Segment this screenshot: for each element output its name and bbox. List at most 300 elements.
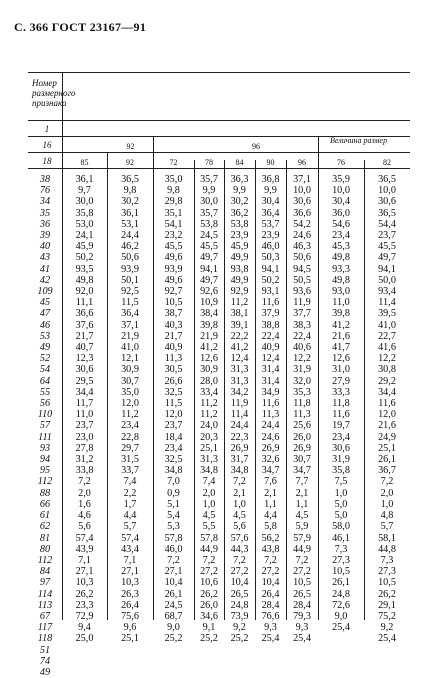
value-column — [62, 174, 107, 645]
table-cell: 34,8 — [164, 465, 183, 477]
table-cell: 10,4 — [230, 577, 249, 589]
table-cell: 7,2 — [233, 554, 246, 566]
table-cell: 35,1 — [164, 207, 183, 219]
row-label: 38 — [39, 174, 51, 185]
table-cell: 12,0 — [121, 398, 139, 410]
table-cell: 1,1 — [295, 498, 309, 510]
table-cell: 50,6 — [121, 252, 139, 264]
dimension-table — [28, 72, 410, 678]
table-cell: 93,9 — [121, 263, 139, 275]
table-cell: 26,4 — [261, 588, 280, 600]
row-label-column — [28, 174, 62, 678]
table-cell: 21,9 — [200, 330, 218, 342]
table-cell: 49,6 — [164, 274, 183, 286]
table-cell: 46,0 — [261, 241, 280, 253]
table-cell: 9,0 — [167, 622, 180, 634]
table-cell: 34,4 — [378, 386, 396, 398]
table-cell: 39,8 — [332, 308, 350, 320]
table-cell: 22,2 — [230, 330, 249, 342]
column-head: 82 — [383, 158, 391, 167]
column-head: 84 — [235, 158, 244, 167]
table-cell: 36,0 — [332, 207, 350, 219]
table-cell: 41,7 — [332, 342, 350, 354]
table-cell: 5,0 — [334, 510, 348, 522]
table-cell: 75,6 — [121, 610, 139, 622]
row-label: 34 — [39, 196, 51, 208]
row-label: 46 — [39, 319, 51, 331]
table-cell: 30,6 — [75, 364, 94, 376]
row-label: 95 — [39, 465, 51, 477]
table-cell: 5,6 — [78, 521, 91, 533]
table-cell: 38,7 — [164, 308, 183, 320]
table-cell: 40,9 — [164, 342, 183, 354]
table-cell: 58,0 — [332, 521, 350, 533]
table-cell: 36,3 — [230, 174, 249, 185]
table-cell: 33,8 — [75, 465, 94, 477]
table-cell: 57,6 — [230, 532, 249, 544]
table-cell: 24,6 — [293, 230, 311, 242]
table-cell: 29,5 — [75, 375, 94, 387]
table-cell: 29,7 — [121, 442, 139, 454]
column-head: 85 — [80, 158, 89, 167]
row-label: 88 — [39, 487, 51, 499]
table-cell: 7,2 — [264, 554, 277, 566]
table-cell: 32,0 — [293, 375, 311, 387]
table-cell: 23,4 — [164, 442, 183, 454]
table-cell: 10,4 — [261, 577, 280, 589]
table-cell: 94,5 — [293, 263, 311, 275]
table-cell: 7,1 — [123, 554, 137, 566]
table-cell: 32,6 — [261, 454, 280, 466]
value-column — [153, 174, 194, 645]
table-cell: 40,9 — [261, 342, 280, 354]
table-cell: 10,0 — [378, 185, 396, 197]
table-cell: 11,0 — [75, 409, 94, 421]
table-cell: 9,9 — [233, 185, 246, 197]
table-cell: 1,0 — [380, 498, 394, 510]
table-cell: 38,1 — [230, 308, 249, 320]
table-cell: 11,7 — [75, 398, 94, 410]
table-cell: 34,8 — [200, 465, 218, 477]
table-cell: 11,1 — [75, 297, 94, 309]
row-label: 74 — [39, 655, 51, 667]
table-cell: 37,1 — [293, 174, 311, 185]
column-head: 76 — [337, 158, 345, 167]
table-cell: 54,6 — [332, 218, 350, 230]
table-cell: 12,4 — [230, 353, 249, 365]
table-cell: 26,0 — [200, 599, 218, 611]
table-cell: 25,1 — [378, 442, 396, 454]
table-cell: 23,9 — [230, 230, 249, 242]
table-cell: 11,2 — [230, 297, 249, 309]
table-cell: 7,3 — [380, 554, 394, 566]
table-cell: 57,4 — [121, 532, 139, 544]
table-cell: 7,5 — [334, 476, 348, 488]
table-cell: 34,8 — [230, 465, 249, 477]
table-cell: 11,9 — [293, 297, 311, 309]
table-cell: 26,5 — [293, 588, 311, 600]
table-cell: 4,4 — [123, 510, 137, 522]
table-cell: 27,1 — [121, 566, 139, 578]
table-cell: 31,3 — [230, 364, 249, 376]
table-cell: 27,1 — [75, 566, 94, 578]
table-cell: 44,9 — [200, 543, 218, 555]
table-cell: 10,3 — [75, 577, 94, 589]
table-cell: 24,4 — [230, 420, 249, 432]
table-cell: 36,5 — [121, 174, 139, 185]
table-cell: 4,5 — [233, 510, 246, 522]
table-cell: 11,4 — [378, 297, 396, 309]
table-cell: 18,4 — [164, 431, 183, 443]
table-cell: 58,1 — [378, 532, 396, 544]
table-cell: 36,6 — [293, 207, 311, 219]
table-cell: 11,6 — [261, 297, 280, 309]
table-cell: 49,8 — [332, 274, 350, 286]
table-cell: 93,8 — [230, 263, 249, 275]
table-cell: 44,3 — [230, 543, 249, 555]
table-cell: 11,4 — [230, 409, 249, 421]
table-cell: 11,8 — [293, 398, 311, 410]
table-cell: 30,4 — [261, 196, 280, 208]
table-cell: 11,0 — [332, 297, 350, 309]
table-cell: 24,5 — [200, 230, 218, 242]
table-cell: 26,3 — [121, 588, 139, 600]
table-cell: 34,2 — [230, 386, 249, 398]
table-cell: 33,7 — [121, 465, 139, 477]
table-cell: 29,8 — [164, 196, 183, 208]
table-cell: 43,8 — [261, 543, 280, 555]
table-cell: 25,6 — [293, 420, 311, 432]
table-cell: 93,3 — [332, 263, 350, 275]
table-cell: 68,7 — [164, 610, 183, 622]
table-cell: 26,4 — [121, 599, 139, 611]
table-cell: 50,5 — [293, 274, 311, 286]
table-cell: 72,6 — [332, 599, 350, 611]
table-cell: 36,8 — [261, 174, 280, 185]
table-cell: 76,6 — [261, 610, 280, 622]
table-cell: 9,3 — [264, 622, 277, 634]
table-cell: 57,8 — [164, 532, 183, 544]
table-cell: 10,6 — [200, 577, 218, 589]
table-cell: 50,1 — [121, 274, 139, 286]
table-cell: 41,2 — [332, 319, 350, 331]
table-cell: 32,5 — [164, 386, 183, 398]
table-cell: 49,7 — [200, 274, 218, 286]
row-label: 111 — [38, 431, 52, 443]
table-cell: 27,2 — [230, 566, 249, 578]
table-cell: 31,0 — [332, 364, 350, 376]
row-label: 109 — [37, 286, 53, 298]
table-cell: 30,6 — [332, 442, 350, 454]
row-label: 97 — [39, 577, 51, 589]
table-cell: 25,2 — [200, 633, 218, 645]
value-column — [107, 174, 153, 645]
table-cell: 43,4 — [121, 543, 139, 555]
table-cell: 44,9 — [293, 543, 311, 555]
table-cell: 7,1 — [78, 554, 91, 566]
table-cell: 19,7 — [332, 420, 350, 432]
table-cell: 75,2 — [378, 610, 396, 622]
row-label: 49 — [39, 666, 51, 678]
table-cell: 21,6 — [378, 420, 396, 432]
table-cell: 12,2 — [293, 353, 311, 365]
table-cell: 23,3 — [75, 599, 94, 611]
table-cell: 45,9 — [230, 241, 249, 253]
table-cell: 12,4 — [261, 353, 280, 365]
table-cell: 38,3 — [293, 319, 311, 331]
table-cell: 5,6 — [233, 521, 246, 533]
table-cell: 50,2 — [75, 252, 94, 264]
table-cell: 1,6 — [78, 498, 91, 510]
row-label: 112 — [37, 554, 53, 566]
table-cell: 34,7 — [261, 465, 280, 477]
table-cell: 39,8 — [200, 319, 218, 331]
table-cell: 45,3 — [332, 241, 350, 253]
table-cell: 21,7 — [164, 330, 183, 342]
table-cell: 35,0 — [121, 386, 139, 398]
row-label: 42 — [39, 274, 51, 286]
table-cell: 7,7 — [295, 476, 309, 488]
column-head: 96 — [298, 158, 306, 167]
table-cell: 10,5 — [164, 297, 183, 309]
table-cell: 53,8 — [200, 218, 218, 230]
table-cell: 7,2 — [78, 476, 91, 488]
table-cell: 25,4 — [261, 633, 280, 645]
row-label: 43 — [39, 252, 51, 264]
row-label: 94 — [39, 454, 51, 466]
table-cell: 9,9 — [202, 185, 216, 197]
table-cell: 93,5 — [75, 263, 94, 275]
row-label: 49 — [39, 342, 51, 354]
table-cell: 22,7 — [378, 330, 396, 342]
table-cell: 1,0 — [202, 498, 216, 510]
table-cell: 50,0 — [378, 274, 396, 286]
table-cell: 12,0 — [378, 409, 396, 421]
table-cell: 5,7 — [123, 521, 137, 533]
table-cell: 34,7 — [293, 465, 311, 477]
value-column — [194, 174, 224, 645]
table-cell: 41,0 — [378, 319, 396, 331]
table-cell: 92,5 — [121, 286, 139, 298]
table-cell: 39,5 — [378, 308, 396, 320]
table-cell: 9,3 — [295, 622, 309, 634]
table-cell: 30,5 — [164, 364, 183, 376]
table-cell: 11,2 — [121, 409, 139, 421]
value-column — [286, 174, 318, 645]
table-cell: 1,0 — [334, 487, 348, 499]
row-label: 112 — [37, 476, 53, 488]
table-cell: 11,8 — [332, 398, 350, 410]
table-cell: 26,2 — [378, 588, 396, 600]
table-cell: 10,9 — [200, 297, 218, 309]
row-18-rule — [28, 168, 410, 169]
column-head: 92 — [126, 158, 134, 167]
value-column — [364, 174, 410, 645]
table-cell: 93,1 — [261, 286, 280, 298]
column-head: 72 — [169, 158, 178, 167]
group-value: 92 — [126, 142, 135, 151]
table-cell: 21,6 — [332, 330, 350, 342]
table-cell: 30,9 — [121, 364, 139, 376]
table-cell: 1,0 — [233, 498, 246, 510]
table-cell: 23,4 — [121, 420, 139, 432]
table-cell: 11,3 — [164, 353, 183, 365]
table-top-rule — [28, 72, 410, 73]
table-cell: 32,5 — [164, 454, 183, 466]
table-cell: 1,1 — [264, 498, 277, 510]
table-cell: 26,9 — [293, 442, 311, 454]
index-row-label: 18 — [42, 156, 52, 166]
table-cell: 9,2 — [233, 622, 246, 634]
table-cell: 29,2 — [378, 375, 396, 387]
table-cell: 36,7 — [378, 465, 396, 477]
table-cell: 28,0 — [200, 375, 218, 387]
table-cell: 46,0 — [164, 543, 183, 555]
table-cell: 23,7 — [378, 230, 396, 242]
table-cell: 23,7 — [164, 420, 183, 432]
table-cell: 12,6 — [332, 353, 350, 365]
page-header: С. 366 ГОСТ 23167—91 — [14, 20, 147, 34]
table-cell: 23,4 — [332, 230, 350, 242]
row-label: 118 — [37, 633, 53, 645]
table-cell: 57,4 — [75, 532, 94, 544]
table-cell: 23,4 — [332, 431, 350, 443]
table-cell: 30,7 — [121, 375, 139, 387]
table-cell: 22,4 — [261, 330, 280, 342]
table-cell: 35,9 — [332, 174, 350, 185]
row-label: 114 — [37, 588, 53, 600]
table-cell: 4,5 — [202, 510, 216, 522]
table-cell: 26,9 — [230, 442, 249, 454]
table-cell: 35,7 — [200, 207, 218, 219]
table-cell: 7,3 — [334, 543, 348, 555]
value-column — [255, 174, 286, 645]
table-cell: 4,5 — [295, 510, 309, 522]
table-cell: 33,4 — [200, 386, 218, 398]
table-cell: 31,5 — [121, 454, 139, 466]
table-cell: 31,3 — [230, 375, 249, 387]
table-cell: 9,0 — [334, 610, 348, 622]
table-cell: 27,9 — [332, 375, 350, 387]
left-header — [32, 78, 76, 108]
row-label: 41 — [39, 263, 51, 275]
table-cell: 24,8 — [332, 588, 350, 600]
table-cell: 54,2 — [293, 218, 311, 230]
row-label: 62 — [39, 521, 51, 533]
row-label: 45 — [39, 297, 51, 309]
row-label: 47 — [39, 308, 51, 320]
table-cell: 26,1 — [378, 454, 396, 466]
table-cell: 25,4 — [378, 633, 396, 645]
row-16-rule — [28, 152, 410, 153]
table-cell: 2,0 — [78, 487, 91, 499]
table-cell: 35,7 — [200, 174, 218, 185]
table-cell: 50,3 — [261, 252, 280, 264]
table-cell: 92,9 — [230, 286, 249, 298]
table-cell: 37,9 — [261, 308, 280, 320]
table-cell: 2,2 — [123, 487, 137, 499]
table-cell: 24,5 — [164, 599, 183, 611]
table-cell: 36,5 — [378, 174, 396, 185]
table-cell: 27,2 — [293, 566, 311, 578]
table-cell: 73,9 — [230, 610, 249, 622]
table-cell: 5,1 — [167, 498, 180, 510]
right-header: Величина размер — [330, 136, 388, 145]
value-column — [224, 174, 255, 645]
table-cell: 54,4 — [378, 218, 396, 230]
table-cell: 5,9 — [295, 521, 309, 533]
table-cell: 10,5 — [378, 577, 396, 589]
table-cell: 53,0 — [75, 218, 94, 230]
table-cell: 30,7 — [293, 454, 311, 466]
table-cell: 7,2 — [295, 554, 309, 566]
table-cell: 94,1 — [378, 263, 396, 275]
table-cell: 10,0 — [293, 185, 311, 197]
table-cell: 24,8 — [230, 599, 249, 611]
table-cell: 27,3 — [332, 554, 350, 566]
table-cell: 40,3 — [164, 319, 183, 331]
table-cell: 46,3 — [293, 241, 311, 253]
table-cell: 25,2 — [164, 633, 183, 645]
table-cell: 7,4 — [202, 476, 216, 488]
column-head: 90 — [266, 158, 275, 167]
table-cell: 38,4 — [200, 308, 218, 320]
table-cell: 54,1 — [164, 218, 183, 230]
table-cell: 4,6 — [78, 510, 91, 522]
table-cell: 53,7 — [261, 218, 280, 230]
table-cell: 7,2 — [380, 476, 394, 488]
table-cell: 11,5 — [164, 398, 183, 410]
row-label: 54 — [39, 364, 51, 376]
table-cell: 11,6 — [378, 398, 396, 410]
table-cell: 35,0 — [164, 174, 183, 185]
table-cell: 11,6 — [261, 398, 280, 410]
table-cell: 12,0 — [164, 409, 183, 421]
table-cell: 24,9 — [378, 431, 396, 443]
table-cell: 7,6 — [264, 476, 277, 488]
table-cell: 31,7 — [230, 454, 249, 466]
table-cell: 31,3 — [200, 454, 218, 466]
table-cell: 31,4 — [261, 375, 280, 387]
table-cell: 26,5 — [230, 588, 249, 600]
table-cell: 1,7 — [123, 498, 137, 510]
table-cell: 9,8 — [167, 185, 180, 197]
table-cell: 4,4 — [264, 510, 277, 522]
table-cell: 24,4 — [261, 420, 280, 432]
table-cell: 79,3 — [293, 610, 311, 622]
row-label: 36 — [39, 218, 51, 230]
table-cell: 25,1 — [121, 633, 139, 645]
table-cell: 11,9 — [230, 398, 249, 410]
table-cell: 41,6 — [378, 342, 396, 354]
table-cell: 36,4 — [121, 308, 139, 320]
row-label: 61 — [39, 510, 51, 522]
table-cell: 11,3 — [293, 409, 311, 421]
row-label: 55 — [39, 386, 51, 398]
header-rule — [28, 120, 410, 121]
table-cell: 36,6 — [75, 308, 94, 320]
row-label: 67 — [39, 610, 51, 622]
row-label: 56 — [39, 398, 51, 410]
row-label: 40 — [39, 241, 51, 253]
row-label: 64 — [39, 375, 51, 387]
row-label: 53 — [39, 330, 51, 342]
table-cell: 49,8 — [75, 274, 94, 286]
row-label: 110 — [37, 409, 53, 421]
table-cell: 25,2 — [230, 633, 249, 645]
table-cell: 2,1 — [233, 487, 246, 499]
table-cell: 93,6 — [293, 286, 311, 298]
